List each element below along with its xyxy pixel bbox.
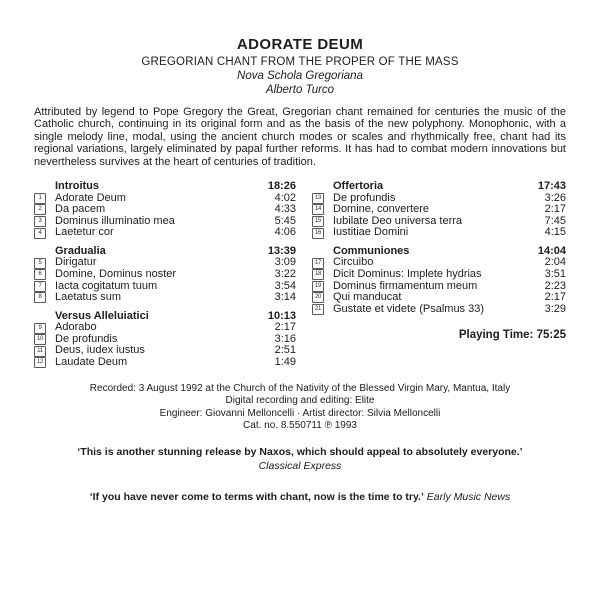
- track-row: [34, 292, 296, 304]
- track-number-box: 19: [312, 281, 324, 292]
- section-total-time: 14:04: [537, 244, 566, 257]
- credit-line-recording: Digital recording and editing: Elite: [225, 395, 375, 407]
- album-conductor: Alberto Turco: [265, 84, 335, 96]
- track-title: Laetetur cor: [55, 227, 114, 239]
- quote-block: [34, 446, 566, 472]
- track-number-box: 16: [312, 228, 324, 239]
- section-tracks: [312, 193, 566, 239]
- track-time: 3:54: [274, 279, 296, 292]
- track-time: 2:23: [544, 279, 566, 292]
- credit-line-recorded: Recorded: 3 August 1992 at the Church of the Nativity of the Blessed Virgin Mary, Mantua, Italy: [89, 382, 511, 394]
- track-row: [312, 281, 566, 293]
- track-row: [312, 227, 566, 239]
- album-subtitle: GREGORIAN CHANT FROM THE PROPER OF THE MASS: [141, 56, 459, 68]
- track-title: Iacta cogitatum tuum: [55, 280, 158, 292]
- album-title: ADORATE DEUM: [236, 36, 364, 53]
- section-name: Offertoria: [333, 180, 384, 193]
- tracklist-column-right-sections: [312, 180, 566, 315]
- tracklist-column-left: [34, 180, 296, 369]
- credit-line-catalogue: Cat. no. 8.550711 ℗ 1993: [243, 420, 357, 432]
- track-section: [34, 180, 296, 239]
- track-title: Adorabo: [55, 322, 97, 334]
- track-number-box: 1: [34, 193, 46, 204]
- track-title: Iubilate Deo universa terra: [333, 215, 463, 227]
- track-number-box: 15: [312, 216, 324, 227]
- section-name: Communiones: [333, 244, 410, 257]
- section-name: Gradualia: [55, 244, 106, 257]
- track-number-box: 11: [34, 346, 46, 357]
- track-number-box: 6: [34, 269, 46, 280]
- track-number-box: 21: [312, 304, 324, 315]
- track-row: [312, 292, 566, 304]
- tracklist: [34, 180, 566, 369]
- album-notes: Attributed by legend to Pope Gregory the Great, Gregorian chant remained for centuries the music of the Catholic church, continuing in its original form and as the basis of the new polyphony. Monophonic, with a single melody line, modal, using the ancient church modes or scales and rhythmically free, chant had its regional variations, largely eliminated by papal further reforms. It has had to combat modern innovations but nevertheless survives at the heart of centuries of tradition.: [34, 106, 566, 168]
- track-number-box: 8: [34, 292, 46, 303]
- track-time: 2:04: [544, 256, 566, 269]
- track-time: 3:26: [544, 191, 566, 204]
- track-number-box: 12: [34, 357, 46, 368]
- track-title: Dirigatur: [55, 257, 97, 269]
- album-header: [34, 36, 566, 96]
- track-row: [312, 193, 566, 205]
- track-title: Gustate et videte (Psalmus 33): [333, 303, 485, 315]
- track-title: Da pacem: [55, 204, 106, 216]
- section-header: [34, 245, 296, 258]
- track-time: 2:17: [544, 291, 566, 304]
- section-name: Versus Alleluiatici: [55, 309, 149, 322]
- track-title: Iustitiae Domini: [333, 227, 409, 239]
- track-time: 4:33: [274, 203, 296, 216]
- track-title: Laetatus sum: [55, 292, 122, 304]
- track-row: [312, 204, 566, 216]
- track-time: 2:51: [274, 344, 296, 357]
- track-number-box: 10: [34, 334, 46, 345]
- quote-text: ‘This is another stunning release by Naxos, which should appeal to absolutely everyone.’: [77, 446, 523, 459]
- tracklist-column-right: [312, 180, 566, 369]
- track-time: 2:17: [274, 321, 296, 334]
- track-number-box: 4: [34, 228, 46, 239]
- section-header: [312, 245, 566, 258]
- track-time: 2:17: [544, 203, 566, 216]
- track-row: [312, 257, 566, 269]
- track-row: [34, 345, 296, 357]
- track-title: De profundis: [55, 333, 118, 345]
- track-row: [34, 322, 296, 334]
- quote-text: ‘If you have never come to terms with chant, now is the time to try.’: [89, 491, 424, 504]
- track-title: Adorate Deum: [55, 192, 126, 204]
- track-number-box: 9: [34, 323, 46, 334]
- quote-block: [34, 491, 566, 503]
- track-row: [34, 334, 296, 346]
- track-number-box: 18: [312, 269, 324, 280]
- track-row: [34, 216, 296, 228]
- track-title: Domine, Dominus noster: [55, 269, 177, 280]
- section-total-time: 10:13: [267, 309, 296, 322]
- track-title: Dicit Dominus: Implete hydrias: [333, 269, 482, 280]
- track-row: [34, 281, 296, 293]
- track-number-box: 14: [312, 204, 324, 215]
- track-time: 4:06: [274, 226, 296, 239]
- track-time: 3:29: [544, 302, 566, 315]
- credits-block: [34, 383, 566, 433]
- track-title: De profundis: [333, 192, 396, 204]
- track-number-box: 7: [34, 281, 46, 292]
- track-row: [34, 227, 296, 239]
- track-time: 1:49: [274, 356, 296, 369]
- track-time: 3:22: [274, 268, 296, 280]
- track-section: [312, 180, 566, 239]
- review-quotes: [34, 446, 566, 503]
- track-title: Qui manducat: [333, 292, 402, 304]
- track-row: [34, 204, 296, 216]
- track-section: [34, 245, 296, 304]
- credit-line-engineer: Engineer: Giovanni Melloncelli · Artist director: Silvia Melloncelli: [159, 407, 441, 419]
- track-time: 3:51: [544, 268, 566, 280]
- section-tracks: [34, 257, 296, 303]
- track-title: Circuibo: [333, 257, 374, 269]
- section-name: Introitus: [55, 180, 99, 193]
- section-header: [34, 310, 296, 323]
- track-time: 4:15: [544, 226, 566, 239]
- track-row: [312, 304, 566, 316]
- quote-source: Early Music News: [426, 491, 511, 504]
- section-tracks: [312, 257, 566, 315]
- section-total-time: 18:26: [267, 180, 296, 193]
- track-number-box: 17: [312, 258, 324, 269]
- track-number-box: 2: [34, 204, 46, 215]
- section-tracks: [34, 193, 296, 239]
- track-time: 7:45: [544, 214, 566, 227]
- track-title: Domine, convertere: [333, 204, 429, 216]
- track-row: [34, 257, 296, 269]
- track-time: 3:09: [274, 256, 296, 269]
- track-row: [34, 357, 296, 369]
- track-time: 5:45: [274, 214, 296, 227]
- track-section: [312, 245, 566, 315]
- track-row: [34, 269, 296, 281]
- track-row: [312, 269, 566, 281]
- section-tracks: [34, 322, 296, 368]
- track-number-box: 13: [312, 193, 324, 204]
- track-section: [34, 310, 296, 369]
- track-time: 3:14: [274, 291, 296, 304]
- track-row: [312, 216, 566, 228]
- track-number-box: 3: [34, 216, 46, 227]
- track-title: Dominus illuminatio mea: [55, 215, 175, 227]
- track-time: 4:02: [274, 191, 296, 204]
- section-header: [312, 180, 566, 193]
- track-title: Laudate Deum: [55, 357, 128, 369]
- quote-source: Classical Express: [258, 460, 342, 473]
- track-time: 3:16: [274, 332, 296, 345]
- section-total-time: 17:43: [537, 180, 566, 193]
- track-row: [34, 193, 296, 205]
- section-header: [34, 180, 296, 193]
- section-total-time: 13:39: [267, 244, 296, 257]
- track-title: Deus, iudex iustus: [55, 345, 145, 357]
- track-number-box: 5: [34, 258, 46, 269]
- track-title: Dominus firmamentum meum: [333, 280, 478, 292]
- playing-time: Playing Time: 75:25: [458, 329, 566, 342]
- album-performer: Nova Schola Gregoriana: [237, 70, 363, 82]
- track-number-box: 20: [312, 292, 324, 303]
